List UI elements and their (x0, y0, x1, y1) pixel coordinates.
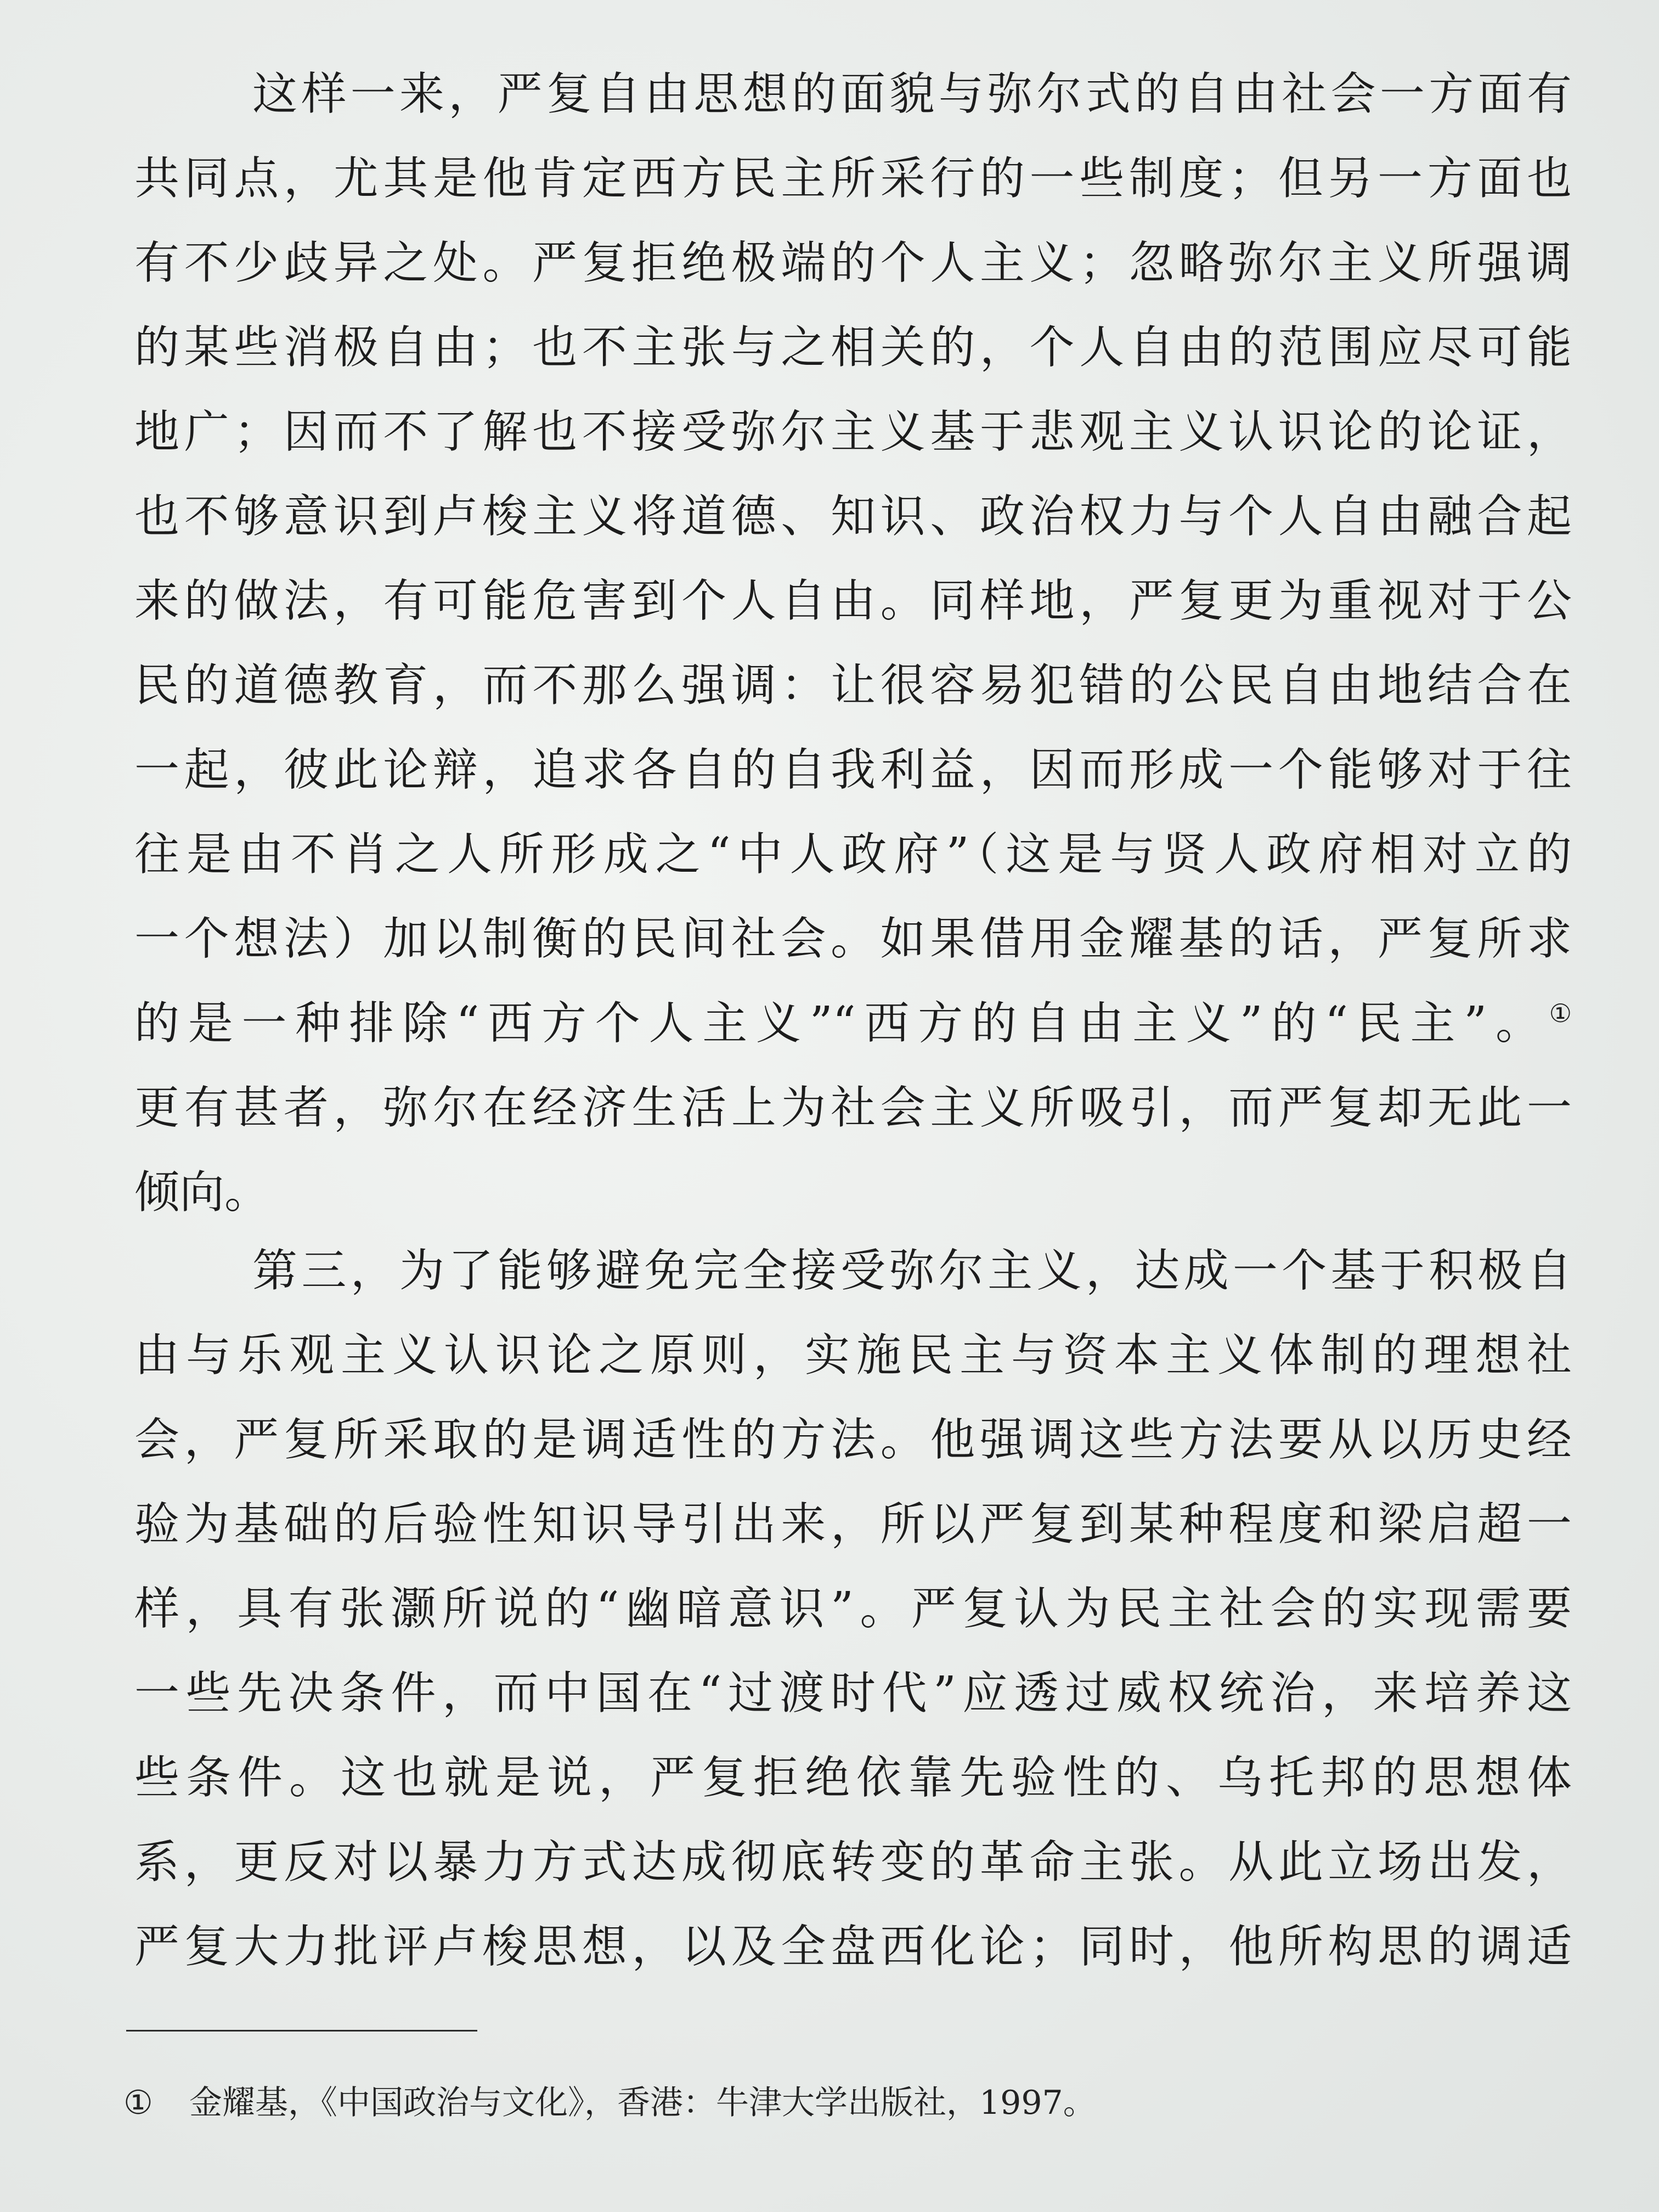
text-line: 系，更反对以暴力方式达成彻底转变的革命主张。从此立场出发， (134, 1836, 1572, 1888)
text-line: 一个想法）加以制衡的民间社会。如果借用金耀基的话，严复所求 (134, 913, 1572, 965)
text-line: 第三，为了能够避免完全接受弥尔主义，达成一个基于积极自 (252, 1245, 1572, 1297)
text-line: 更有甚者，弥尔在经济生活上为社会主义所吸引，而严复却无此一 (134, 1082, 1572, 1134)
text-line: 共同点，尤其是他肯定西方民主所采行的一些制度；但另一方面也 (134, 153, 1572, 205)
footnote-divider (126, 2030, 477, 2032)
text-line: 的某些消极自由；也不主张与之相关的，个人自由的范围应尽可能 (134, 321, 1572, 374)
footnote-text: 金耀基，《中国政治与文化》，香港：牛津大学出版社，1997。 (189, 2084, 1096, 2122)
text-line: 地广；因而不了解也不接受弥尔主义基于悲观主义认识论的论证， (134, 406, 1572, 458)
text-line: 倾向。 (134, 1166, 270, 1218)
paragraph-2 (134, 1229, 1572, 1989)
text-line: 有不少歧异之处。严复拒绝极端的个人主义；忽略弥尔主义所强调 (134, 237, 1572, 289)
text-line: 由与乐观主义认识论之原则，实施民主与资本主义体制的理想社 (134, 1329, 1572, 1381)
footnote-reference[interactable]: ① (1549, 998, 1572, 1028)
text-line: 也不够意识到卢梭主义将道德、知识、政治权力与个人自由融合起 (134, 490, 1572, 543)
text-line: 严复大力批评卢梭思想，以及全盘西化论；同时，他所构思的调适 (134, 1921, 1572, 1973)
text-line-with-footnote (134, 981, 1572, 1066)
text-line: 一起，彼此论辩，追求各自的自我利益，因而形成一个能够对于往 (134, 744, 1572, 796)
text-line: 的是一种排除“西方个人主义”“西方的自由主义”的“民主”。 (134, 997, 1549, 1049)
text-line: 这样一来，严复自由思想的面貌与弥尔式的自由社会一方面有 (252, 68, 1572, 120)
paragraph-1 (134, 52, 1572, 1235)
footnote-marker: ① (123, 2084, 153, 2122)
footnote (123, 2078, 1096, 2128)
text-line: 样，具有张灏所说的“幽暗意识”。严复认为民主社会的实现需要 (134, 1583, 1572, 1635)
text-line: 验为基础的后验性知识导引出来，所以严复到某种程度和梁启超一 (134, 1498, 1572, 1550)
text-line: 往是由不肖之人所形成之“中人政府”（这是与贤人政府相对立的 (134, 828, 1572, 881)
text-line: 一些先决条件，而中国在“过渡时代”应透过威权统治，来培养这 (134, 1667, 1572, 1719)
text-line: 会，严复所采取的是调适性的方法。他强调这些方法要从以历史经 (134, 1414, 1572, 1466)
text-line: 些条件。这也就是说，严复拒绝依靠先验性的、乌托邦的思想体 (134, 1752, 1572, 1804)
text-line: 民的道德教育，而不那么强调：让很容易犯错的公民自由地结合在 (134, 659, 1572, 712)
text-line: 来的做法，有可能危害到个人自由。同样地，严复更为重视对于公 (134, 575, 1572, 627)
